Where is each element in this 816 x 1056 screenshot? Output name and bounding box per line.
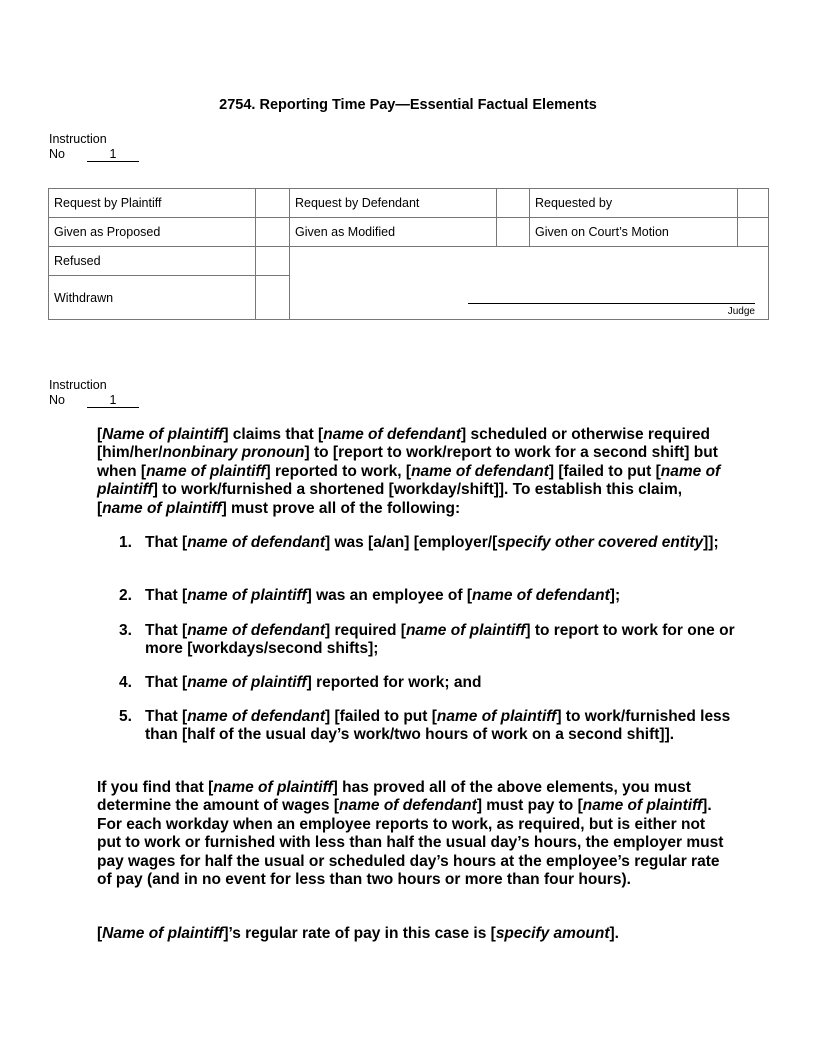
- no-label: No: [49, 392, 65, 407]
- element-item-4: [119, 674, 745, 692]
- instruction-number: 1: [87, 394, 139, 408]
- placeholder-text: name of defendant: [187, 622, 325, 639]
- refused-label: Refused: [49, 247, 256, 276]
- placeholder-text: nonbinary pronoun: [162, 444, 305, 462]
- placeholder-text: name of plaintiff: [187, 587, 307, 604]
- text-segment: That [: [145, 708, 188, 725]
- requested-by-checkbox[interactable]: [738, 189, 769, 218]
- given-as-modified-label: Given as Modified: [290, 218, 497, 247]
- text-segment: ]’s regular rate of pay in this case is [: [223, 925, 496, 942]
- text-segment: ] required [: [324, 622, 406, 639]
- placeholder-text: specify other covered entity: [497, 534, 704, 551]
- given-on-courts-motion-label: Given on Court’s Motion: [530, 218, 738, 247]
- placeholder-text: name of defendant: [323, 426, 462, 443]
- element-item-2: [119, 587, 745, 605]
- placeholder-text: name of defendant: [187, 534, 325, 551]
- text-segment: That [: [145, 622, 188, 639]
- text-segment: ] scheduled or otherwise required [him/her/: [97, 426, 710, 462]
- text-segment: ].: [609, 925, 619, 942]
- text-segment: ] [failed to put [: [324, 708, 437, 725]
- given-as-modified-checkbox[interactable]: [497, 218, 530, 247]
- no-label: No: [49, 146, 65, 161]
- placeholder-text: name of defendant: [411, 462, 549, 480]
- text-segment: ] reported to work, [: [265, 462, 412, 480]
- text-segment: ] must prove all of the following:: [221, 499, 461, 517]
- placeholder-text: name of defendant: [472, 587, 610, 604]
- item-text: [145, 708, 730, 743]
- item-text: [145, 587, 620, 604]
- element-item-5: [119, 708, 745, 745]
- text-segment: [: [97, 426, 103, 443]
- item-text: [145, 674, 481, 691]
- instruction-disposition-table: [48, 188, 769, 320]
- placeholder-text: Name of plaintiff: [102, 426, 224, 443]
- placeholder-text: name of plaintiff: [97, 462, 721, 499]
- placeholder-text: name of defendant: [339, 797, 477, 815]
- withdrawn-checkbox[interactable]: [256, 276, 290, 320]
- placeholder-text: name of plaintiff: [405, 622, 526, 639]
- placeholder-text: name of plaintiff: [102, 499, 222, 517]
- given-on-courts-motion-checkbox[interactable]: [738, 218, 769, 247]
- request-by-defendant-label: Request by Defendant: [290, 189, 497, 218]
- given-as-proposed-label: Given as Proposed: [49, 218, 256, 247]
- text-segment: That [: [145, 674, 188, 691]
- text-segment: That [: [145, 534, 188, 551]
- item-number: 3.: [119, 622, 132, 639]
- item-text: [145, 534, 719, 551]
- request-by-plaintiff-label: Request by Plaintiff: [49, 189, 256, 218]
- text-segment: ] was [a/an] [employer/[: [324, 534, 498, 551]
- judge-signature-area: [290, 247, 769, 320]
- item-text: [145, 622, 735, 657]
- item-number: 4.: [119, 674, 132, 691]
- text-segment: ] to work/furnished a shortened [workday/shift]]. To establish this claim, [: [97, 481, 683, 517]
- request-by-defendant-checkbox[interactable]: [497, 189, 530, 218]
- placeholder-text: name of plaintiff: [582, 797, 703, 815]
- requested-by-label: Requested by: [530, 189, 738, 218]
- text-segment: ] [failed to put [: [548, 462, 661, 480]
- placeholder-text: name of plaintiff: [146, 462, 266, 480]
- text-segment: ] was an employee of [: [306, 587, 472, 604]
- text-segment: ] reported for work; and: [306, 674, 482, 691]
- instruction-number-block-top: [49, 132, 139, 162]
- text-segment: ] must pay to [: [476, 797, 583, 815]
- judge-label: Judge: [727, 306, 755, 317]
- judge-signature-line[interactable]: [468, 303, 755, 304]
- text-segment: ] claims that [: [223, 426, 324, 443]
- instruction-number-block-bottom: [49, 378, 139, 408]
- item-number: 2.: [119, 587, 132, 604]
- instruction-label: Instruction: [49, 132, 107, 146]
- placeholder-text: name of plaintiff: [213, 779, 333, 796]
- damages-paragraph: [97, 779, 727, 889]
- text-segment: ]];: [703, 534, 719, 551]
- request-by-plaintiff-checkbox[interactable]: [256, 189, 290, 218]
- refused-checkbox[interactable]: [256, 247, 290, 276]
- instruction-label: Instruction: [49, 378, 107, 392]
- element-item-1: [119, 534, 745, 552]
- intro-paragraph: [97, 426, 727, 518]
- withdrawn-label: Withdrawn: [49, 276, 256, 320]
- element-item-3: [119, 622, 745, 659]
- text-segment: If you find that [: [97, 779, 214, 796]
- placeholder-text: specify amount: [495, 925, 610, 942]
- placeholder-text: name of plaintiff: [436, 708, 557, 725]
- item-number: 1.: [119, 534, 132, 551]
- page-title: 2754. Reporting Time Pay—Essential Factual Elements: [219, 97, 597, 113]
- text-segment: ]. For each workday when an employee reports to work, as required, but is either not put to work or furnished with less than half the usual day’s hours, the employer must pay wages for half the usual or scheduled day’s hours at the employee’s regular rate of pay (and in no event for less than two hours or more than four hours).: [97, 797, 724, 889]
- placeholder-text: name of plaintiff: [187, 674, 307, 691]
- text-segment: ] to [report to work/report to work for a second shift] but when [: [97, 444, 718, 480]
- item-number: 5.: [119, 708, 132, 725]
- rate-of-pay-paragraph: [97, 925, 727, 943]
- text-segment: [: [97, 925, 103, 942]
- text-segment: ] has proved all of the above elements, you must determine the amount of wages [: [97, 779, 691, 815]
- text-segment: ];: [609, 587, 621, 604]
- text-segment: ] to work/furnished less than [half of the usual day’s work/two hours of work on a second shift]].: [145, 708, 731, 744]
- text-segment: ] to report to work for one or more [workdays/second shifts];: [145, 622, 735, 658]
- instruction-number: 1: [87, 148, 139, 162]
- placeholder-text: name of defendant: [187, 708, 325, 725]
- given-as-proposed-checkbox[interactable]: [256, 218, 290, 247]
- placeholder-text: Name of plaintiff: [102, 925, 224, 942]
- text-segment: That [: [145, 587, 188, 604]
